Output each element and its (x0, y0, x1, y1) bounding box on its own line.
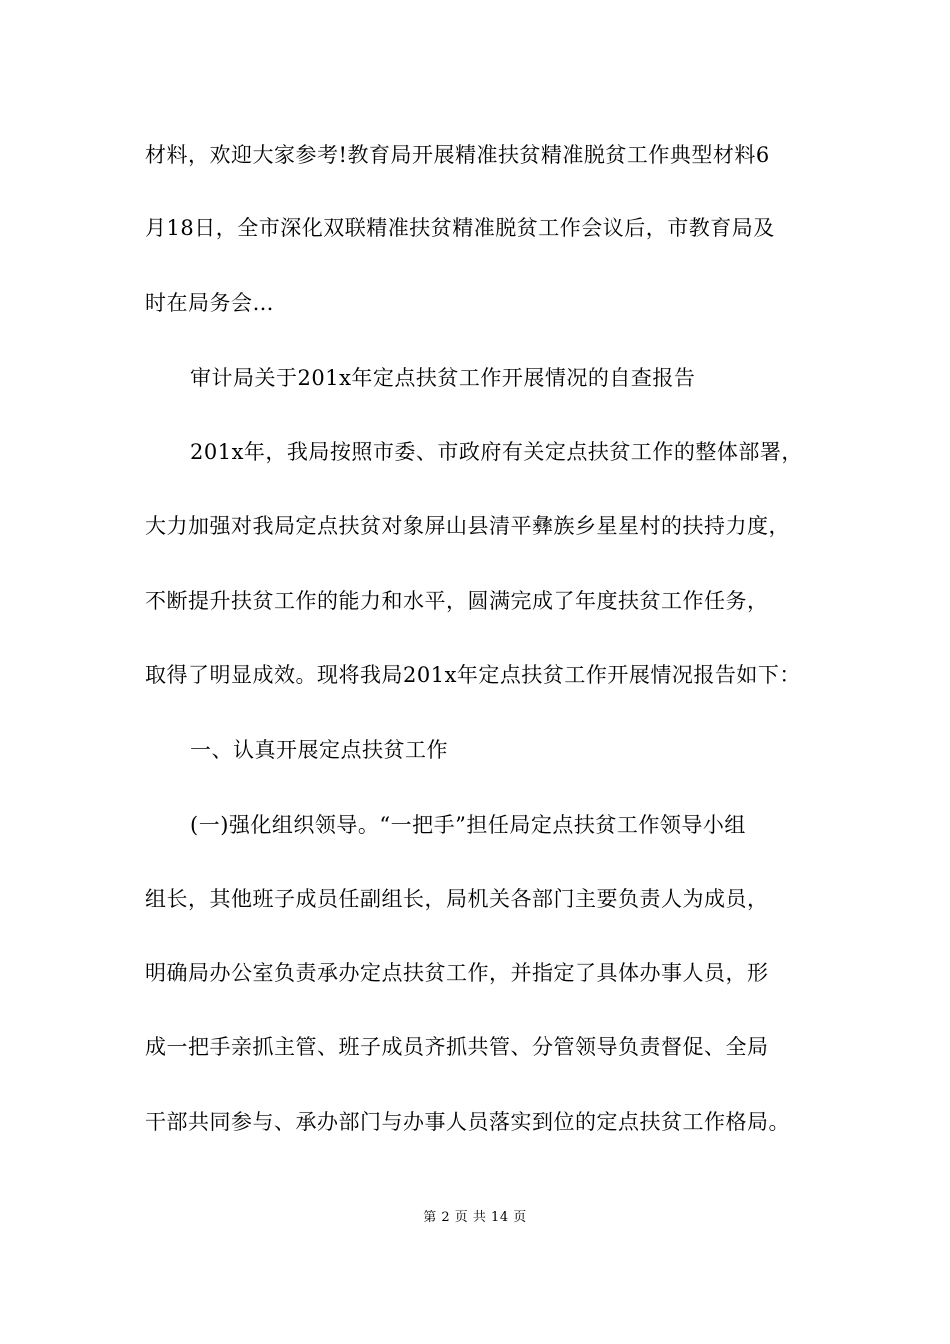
paragraph-line: 组长，其他班子成员任副组长，局机关各部门主要负责人为成员， (145, 887, 769, 911)
paragraph-line: 201x年，我局按照市委、市政府有关定点扶贫工作的整体部署， (190, 440, 803, 464)
paragraph-line: 材料，欢迎大家参考!教育局开展精准扶贫精准脱贫工作典型材料6 (145, 143, 770, 167)
paragraph-line: 取得了明显成效。现将我局201x年定点扶贫工作开展情况报告如下： (145, 663, 801, 687)
paragraph-line: 大力加强对我局定点扶贫对象屏山县清平彝族乡星星村的扶持力度， (145, 514, 790, 538)
paragraph-line: 明确局办公室负责承办定点扶贫工作，并指定了具体办事人员，形 (145, 961, 769, 985)
paragraph-line: 成一把手亲抓主管、班子成员齐抓共管、分管领导负责督促、全局 (145, 1035, 769, 1059)
paragraph-line: 不断提升扶贫工作的能力和水平，圆满完成了年度扶贫工作任务， (145, 589, 769, 613)
paragraph-line: (一)强化组织领导。“一把手”担任局定点扶贫工作领导小组 (190, 813, 746, 837)
paragraph-line: 月18日，全市深化双联精准扶贫精准脱贫工作会议后，市教育局及 (145, 216, 775, 240)
section-title: 审计局关于201x年定点扶贫工作开展情况的自查报告 (190, 366, 696, 390)
paragraph-line: 时在局务会… (145, 291, 274, 315)
page-number-footer: 第 2 页 共 14 页 (423, 1210, 527, 1225)
paragraph-line: 干部共同参与、承办部门与办事人员落实到位的定点扶贫工作格局。 (145, 1110, 790, 1134)
heading-line: 一、认真开展定点扶贫工作 (190, 738, 448, 762)
